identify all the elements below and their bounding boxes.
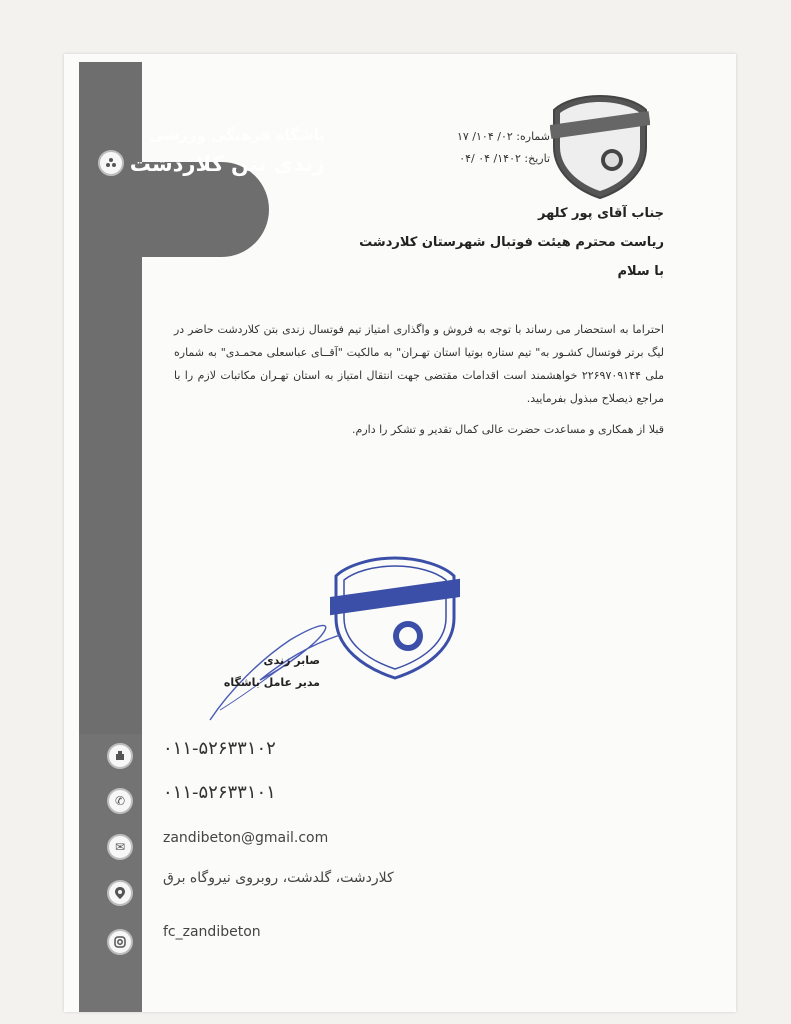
letter-number [420, 126, 550, 148]
signer-name: صابر زندی [263, 654, 320, 667]
addressee-title: ریاست محترم هیئت فوتبال شهرستان کلاردشت [359, 235, 664, 250]
fax-number: ۰۱۱-۵۲۶۳۳۱۰۲ [163, 738, 276, 759]
instagram-icon [107, 929, 133, 955]
location-icon [107, 880, 133, 906]
date-label: تاریخ: [524, 152, 550, 165]
club-logo [550, 92, 650, 202]
email-address[interactable]: zandibeton@gmail.com [163, 830, 329, 846]
header-band [79, 162, 269, 257]
greeting: با سلام [617, 264, 664, 279]
contact-band [79, 734, 142, 1012]
letter-body [174, 318, 664, 441]
signer-title: مدیر عامل باشگاه [223, 676, 320, 689]
club-name-line1: باشگاه فرهنگی ورزشی [149, 126, 325, 144]
email-icon: ✉ [107, 834, 133, 860]
body-paragraph: احتراما به استحضار می رساند با توجه به فروش و واگذاری امتیاز تیم فوتسال زندی بتن کلاردشت حاضر در لیگ برتر فوتسال کشـور به" تیم ستاره بوتیا استان تهـران" به مالکیت "آقــای عباسعلی محمـدی" به شماره ملی ۲۲۶۹۷۰۹۱۴۴ خواهشمند است اقدامات مقتضی جهت انتقال امتیاز به استان تهـران مکاتبات لازم را با مراجع ذیصلاح مبذول بفرمایید. [174, 323, 665, 405]
date-value: ۱۴۰۲/ ۰۴ /۰۴ [459, 152, 521, 165]
fax-icon [107, 743, 133, 769]
number-label: شماره: [516, 130, 550, 143]
club-heading [95, 126, 325, 176]
sidebar-band [79, 62, 142, 1012]
addressee-name: جناب آقای پور کلهر [537, 206, 664, 221]
closing-line: قبلا از همکاری و مساعدت حضرت عالی کمال تقدیر و تشکر را دارم. [352, 423, 664, 436]
letter-date [420, 148, 550, 170]
signer-block [200, 650, 320, 694]
letter-meta [420, 126, 550, 170]
addressee-block [264, 206, 664, 293]
phone-number[interactable]: ۰۱۱-۵۲۶۳۳۱۰۱ [163, 782, 276, 803]
instagram-handle[interactable]: fc_zandibeton [163, 924, 261, 940]
number-value: ۰۲/ ۱۰۴/ ۱۷ [456, 130, 513, 143]
phone-icon: ✆ [107, 788, 133, 814]
club-name-line2: زندی بتن کلاردشت [129, 152, 325, 176]
address-text: کلاردشت، گلدشت، روبروی نیروگاه برق [163, 870, 394, 886]
